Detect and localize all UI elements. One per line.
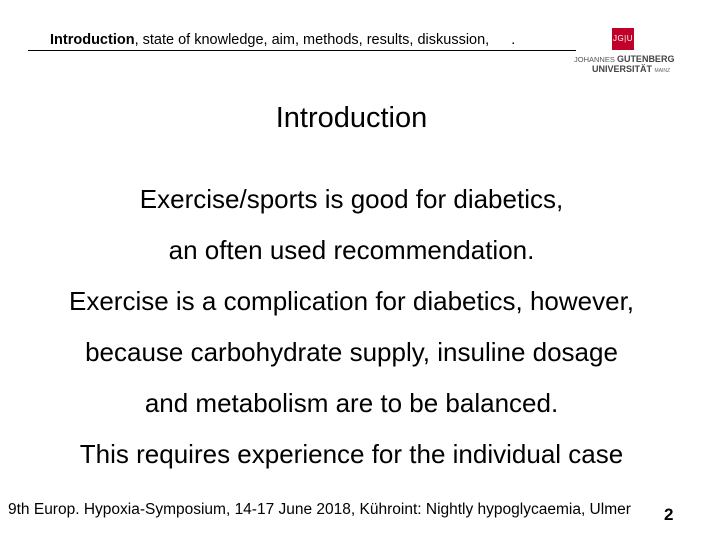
logo-city: MAINZ [654, 68, 671, 74]
nav-trailing-dot: . [511, 32, 516, 48]
logo-surname: GUTENBERG [616, 54, 675, 64]
nav-other-sections: , state of knowledge, aim, methods, results, diskussion, [134, 32, 490, 48]
section-navigation [28, 30, 576, 51]
slide-footer: 9th Europ. Hypoxia-Symposium, 14-17 June 2018, Kühroint: Nightly hypoglycaemia, Ulmer [8, 501, 631, 518]
nav-active-section: Introduction [50, 32, 135, 48]
body-line: and metabolism are to be balanced. [144, 388, 559, 418]
logo-wordmark-line2 [592, 64, 670, 76]
page-number: 2 [664, 505, 674, 524]
body-line: Exercise is a complication for diabetics, however, [68, 286, 635, 316]
logo-mark: JG|U [612, 28, 634, 50]
body-line: an often used recommendation. [168, 235, 535, 265]
body-line: This requires experience for the individual case [79, 439, 624, 469]
body-line: because carbohydrate supply, insuline dosage [85, 337, 618, 367]
slide-body [0, 178, 703, 484]
logo-wordmark-line1 [574, 55, 674, 64]
logo-university: UNIVERSITÄT [592, 64, 653, 74]
slide-title: Introduction [275, 102, 428, 134]
university-logo [574, 28, 674, 76]
body-line: Exercise/sports is good for diabetics, [139, 184, 564, 214]
logo-firstname: JOHANNES [574, 55, 615, 64]
